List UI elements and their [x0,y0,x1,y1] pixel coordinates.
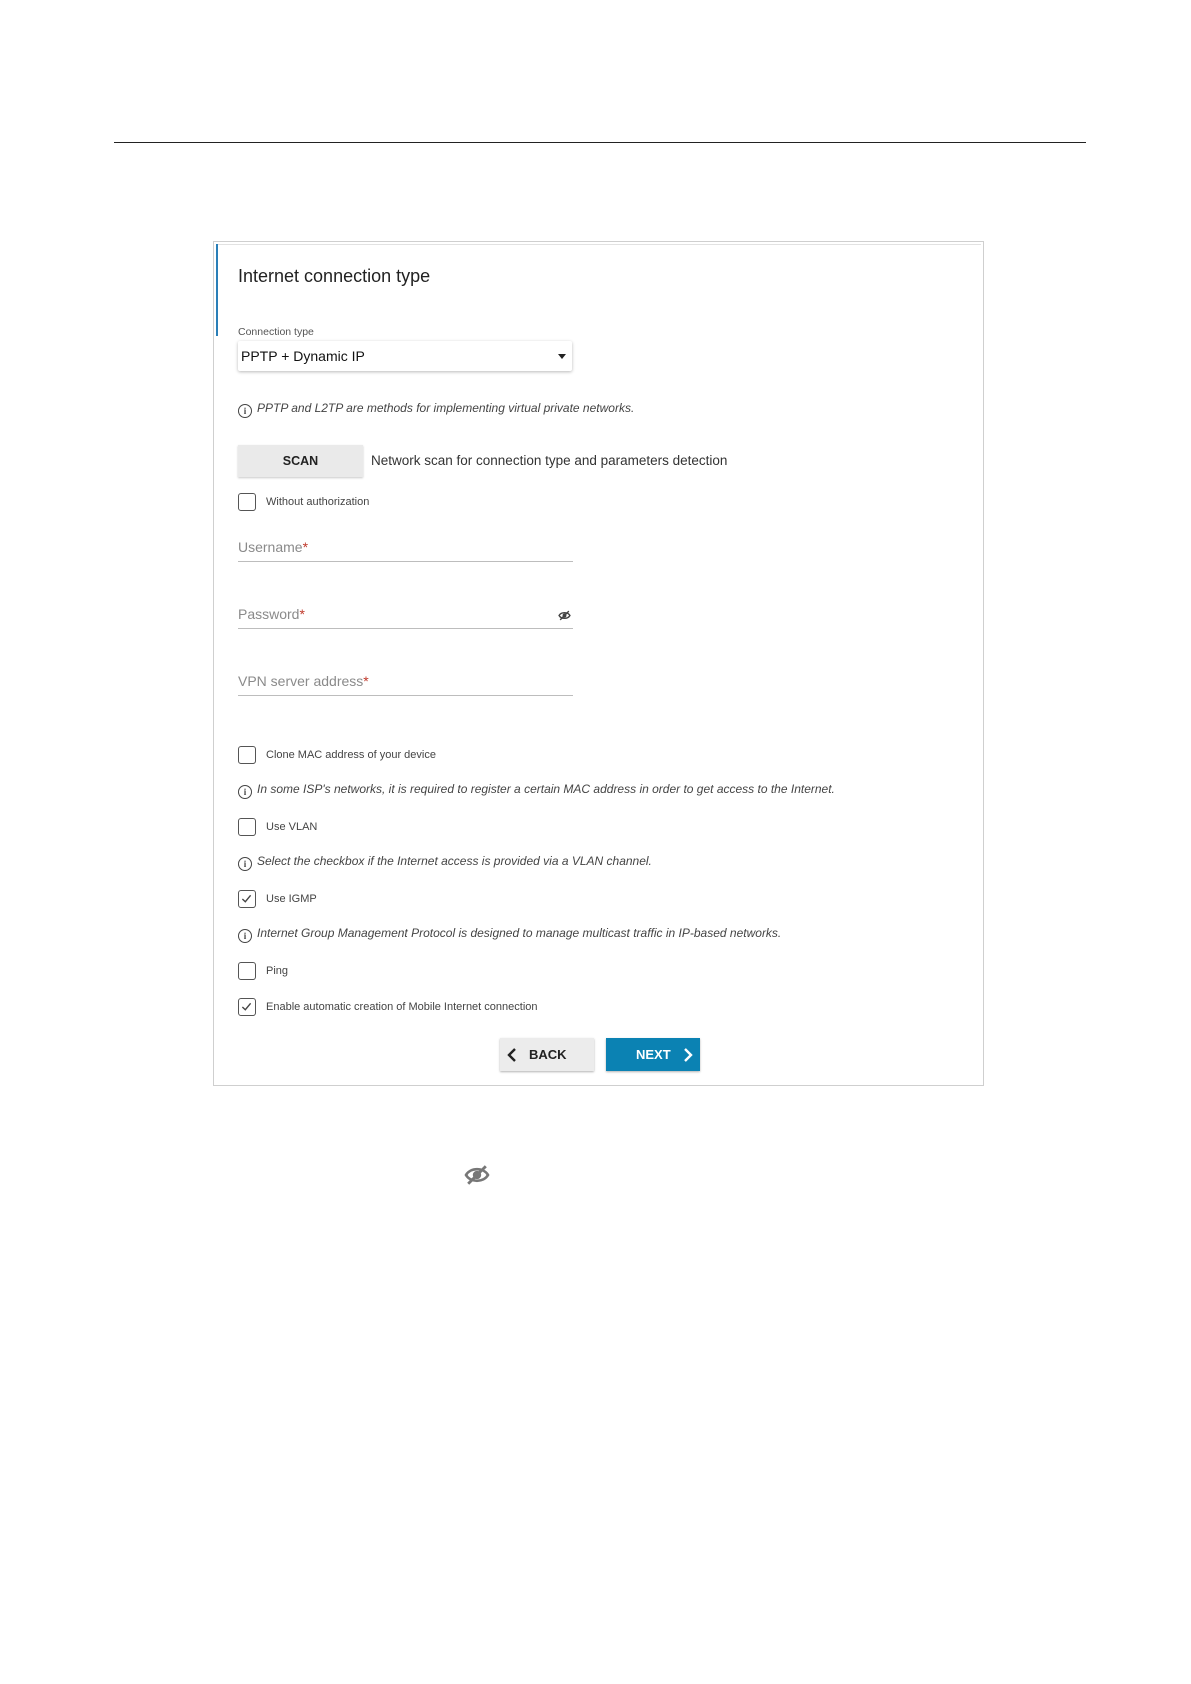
checkbox-box-checked[interactable] [238,890,256,908]
eye-off-icon [463,1164,491,1191]
use-vlan-label: Use VLAN [266,821,318,833]
scan-button[interactable]: SCAN [238,445,363,477]
info-mac-text: In some ISP's networks, it is required to register a certain MAC address in order to get access to the Internet. [257,782,835,796]
eye-off-icon[interactable] [558,608,571,626]
password-label: Password* [238,606,305,622]
chevron-down-icon [558,354,566,359]
info-circle-icon: i [238,785,252,799]
panel-top-border [216,244,981,245]
checkmark-icon [241,1001,252,1012]
page-top-rule [114,142,1086,143]
vpn-server-address-field[interactable] [238,665,573,696]
ping-label: Ping [266,965,289,977]
connection-type-value: PPTP + Dynamic IP [241,348,365,364]
next-button-label: NEXT [636,1047,671,1062]
checkbox-box[interactable] [238,746,256,764]
chevron-right-icon [682,1047,694,1063]
next-button[interactable] [606,1038,700,1071]
clone-mac-label: Clone MAC address of your device [266,749,436,761]
username-field[interactable] [238,531,573,562]
vpn-server-address-label: VPN server address* [238,673,369,689]
info-vlan-text: Select the checkbox if the Internet access is provided via a VLAN channel. [257,854,652,868]
info-vpn-text: PPTP and L2TP are methods for implementing virtual private networks. [257,401,635,415]
info-vpn [238,401,634,418]
info-mac [238,782,835,799]
use-igmp-label: Use IGMP [266,893,317,905]
info-circle-icon: i [238,857,252,871]
panel-accent-bar [216,244,218,336]
back-button[interactable] [500,1038,594,1071]
connection-type-select[interactable] [238,341,572,371]
connection-type-panel [213,241,984,1086]
scan-description: Network scan for connection type and parameters detection [371,453,728,468]
info-igmp-text: Internet Group Management Protocol is designed to manage multicast traffic in IP-based networks. [257,926,782,940]
checkbox-box-checked[interactable] [238,998,256,1016]
checkbox-box[interactable] [238,962,256,980]
connection-type-label: Connection type [238,326,314,338]
info-igmp [238,926,781,943]
info-circle-icon: i [238,929,252,943]
checkbox-box[interactable] [238,493,256,511]
page-title: Internet connection type [238,266,431,286]
chevron-left-icon [506,1047,518,1063]
checkmark-icon [241,893,252,904]
password-field[interactable] [238,598,573,629]
checkbox-box[interactable] [238,818,256,836]
mobile-auto-label: Enable automatic creation of Mobile Internet connection [266,1001,538,1013]
without-authorization-label: Without authorization [266,496,370,508]
back-button-label: BACK [529,1047,567,1062]
info-circle-icon: i [238,404,252,418]
info-vlan [238,854,652,871]
username-label: Username* [238,539,309,555]
